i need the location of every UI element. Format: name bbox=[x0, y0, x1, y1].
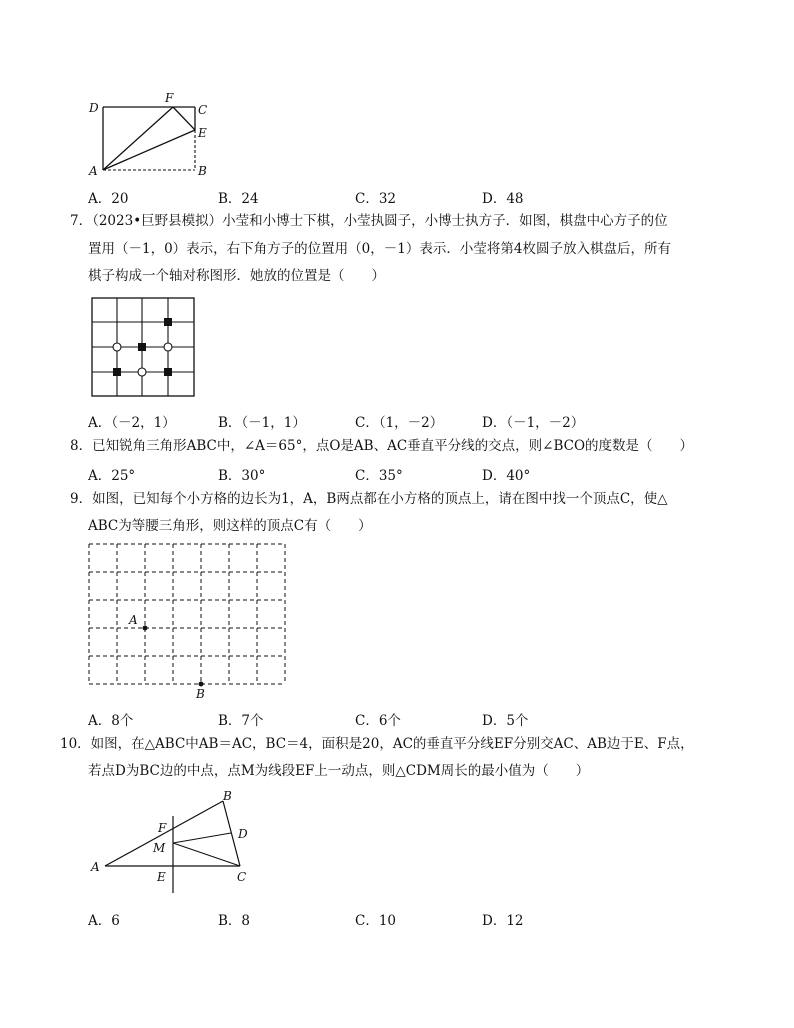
q10-label-M: M bbox=[153, 841, 166, 855]
q6-label-F: F bbox=[165, 91, 174, 105]
q9-option-b: B．7个 bbox=[218, 713, 264, 729]
q10-option-c: C．10 bbox=[355, 913, 397, 929]
round-piece bbox=[113, 343, 121, 351]
q10-label-C: C bbox=[237, 870, 247, 884]
q10-label-A: A bbox=[91, 860, 100, 874]
q7-option-c: C．（1，－2） bbox=[355, 415, 444, 431]
q6-figure bbox=[85, 88, 215, 183]
q10-label-B: B bbox=[223, 789, 232, 803]
q10-stem-line-1: 10．如图，在△ABC中AB＝AC，BC＝4，面积是20，AC的垂直平分线EF分别交AC、AB边于E、F点， bbox=[60, 736, 694, 752]
q10-option-d: D．12 bbox=[482, 913, 524, 929]
q6-label-B: B bbox=[198, 164, 207, 178]
square-piece bbox=[138, 343, 146, 351]
square-piece bbox=[164, 318, 172, 326]
q7-stem-line-3: 棋子构成一个轴对称图形．她放的位置是（ ） bbox=[88, 268, 385, 284]
q8-option-b: B．30° bbox=[218, 468, 266, 484]
q6-label-C: C bbox=[198, 103, 208, 117]
point-A bbox=[143, 626, 148, 631]
q9-stem-line-2: ABC为等腰三角形，则这样的顶点C有（ ） bbox=[88, 518, 372, 534]
q6-label-D: D bbox=[89, 101, 99, 115]
q8-option-a: A．25° bbox=[88, 468, 136, 484]
q6-option-a: A．20 bbox=[88, 191, 129, 207]
q8-option-c: C．35° bbox=[355, 468, 403, 484]
q9-option-a: A．8个 bbox=[88, 713, 134, 729]
q6-label-E: E bbox=[198, 126, 207, 140]
q6-option-c: C．32 bbox=[355, 191, 397, 207]
q10-stem-line-2: 若点D为BC边的中点，点M为线段EF上一动点，则△CDM周长的最小值为（ ） bbox=[88, 763, 590, 779]
round-piece bbox=[138, 368, 146, 376]
q6-option-d: D．48 bbox=[482, 191, 524, 207]
q6-label-A: A bbox=[89, 164, 98, 178]
q9-option-c: C．6个 bbox=[355, 713, 401, 729]
q6-option-b: B．24 bbox=[218, 191, 259, 207]
q9-label-A: A bbox=[129, 613, 138, 627]
q9-option-d: D．5个 bbox=[482, 713, 529, 729]
square-piece bbox=[113, 368, 121, 376]
q9-label-B: B bbox=[196, 687, 205, 701]
q10-label-F: F bbox=[158, 821, 167, 835]
q10-label-D: D bbox=[238, 827, 248, 841]
q7-option-a: A．（－2，1） bbox=[88, 415, 176, 431]
q8-stem-line-1: 8．已知锐角三角形ABC中，∠A＝65°，点O是AB、AC垂直平分线的交点，则∠BCO的度数是（ ） bbox=[70, 438, 694, 454]
q10-option-a: A．6 bbox=[88, 913, 120, 929]
q7-chessboard-figure bbox=[90, 296, 196, 398]
q7-stem-line-2: 置用（－1，0）表示，右下角方子的位置用（0，－1）表示．小莹将第4枚圆子放入棋盘后，所有 bbox=[88, 241, 671, 257]
q7-option-d: D．（－1，－2） bbox=[482, 415, 585, 431]
q9-grid-figure bbox=[84, 538, 294, 703]
q9-stem-line-1: 9．如图，已知每个小方格的边长为1，A，B两点都在小方格的顶点上，请在图中找一个顶点C，使△ bbox=[70, 491, 668, 507]
point-B bbox=[199, 682, 204, 687]
q7-option-b: B．（－1，1） bbox=[218, 415, 306, 431]
q10-option-b: B．8 bbox=[218, 913, 251, 929]
q8-option-d: D．40° bbox=[482, 468, 531, 484]
round-piece bbox=[164, 343, 172, 351]
q7-stem-line-1: 7．（2023•巨野县模拟）小莹和小博士下棋，小莹执圆子，小博士执方子．如图，棋盘中心方子的位 bbox=[70, 213, 668, 229]
q10-label-E: E bbox=[157, 870, 166, 884]
q10-triangle-figure bbox=[85, 786, 260, 896]
square-piece bbox=[164, 368, 172, 376]
